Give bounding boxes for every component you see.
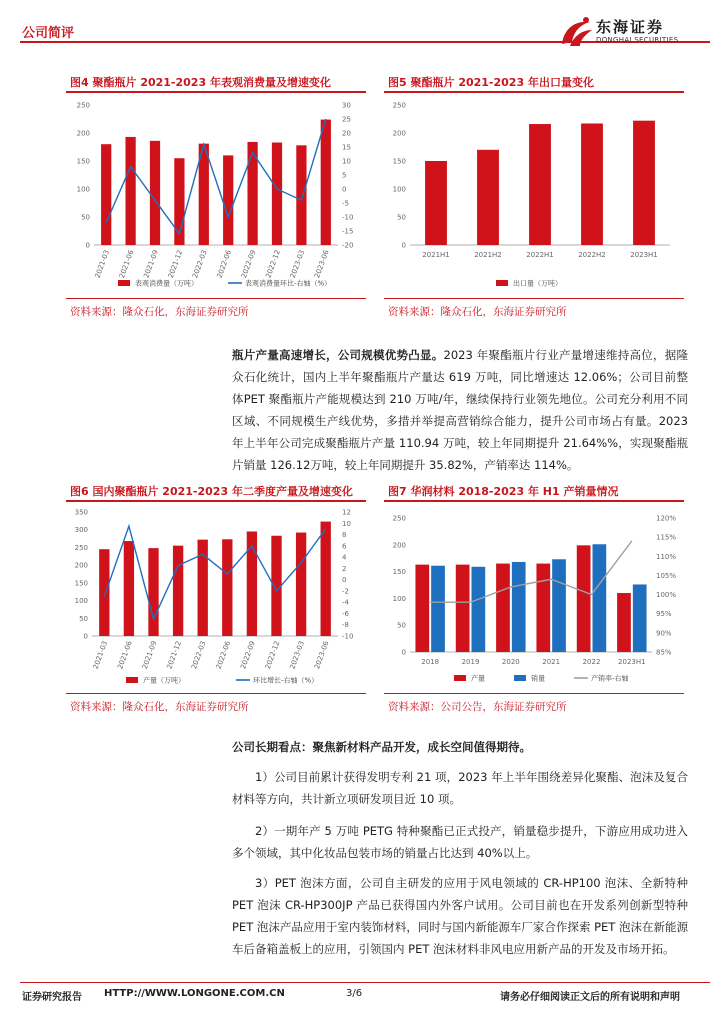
donghai-logo-icon [556, 14, 596, 50]
x-tick-label: 2021H1 [422, 251, 450, 259]
y2-tick-label: -15 [342, 227, 354, 236]
bar [425, 161, 447, 245]
y2-tick-label: -2 [342, 587, 349, 596]
fig7-chart [384, 504, 684, 690]
y2-tick-label: -20 [342, 241, 354, 250]
fig7-title-rule [384, 500, 684, 502]
y-tick-label: 250 [76, 101, 90, 110]
fig7-title: 图7 华润材料 2018-2023 年 H1 产销量情况 [388, 485, 619, 498]
legend-label: 销量 [531, 674, 545, 683]
x-tick-label: 2022-06 [215, 248, 234, 280]
x-tick-label: 2022-06 [214, 639, 233, 671]
bar [477, 150, 499, 245]
legend-swatch [454, 675, 466, 681]
y2-tick-label: 0 [342, 185, 347, 194]
y2-tick-label: 12 [342, 508, 351, 517]
footer-page-number: 3/6 [346, 988, 363, 999]
bar [633, 121, 655, 245]
x-tick-label: 2022-12 [263, 639, 282, 671]
legend-label: 表观消费量环比-右轴（%） [245, 279, 332, 288]
footer-divider [20, 982, 710, 983]
y2-tick-label: 30 [342, 101, 351, 110]
x-tick-label: 2020 [501, 658, 520, 666]
y2-tick-label: 20 [342, 129, 351, 138]
x-tick-label: 2021-06 [117, 248, 136, 280]
y2-tick-label: 85% [656, 648, 672, 657]
y2-tick-label: 8 [342, 531, 347, 540]
y2-tick-label: 15 [342, 143, 351, 152]
x-tick-label: 2022-03 [190, 639, 208, 671]
y-tick-label: 200 [392, 541, 406, 550]
section-title: 公司简评 [22, 26, 75, 41]
y-tick-label: 250 [392, 514, 406, 523]
x-tick-label: 2022-03 [191, 248, 209, 280]
y-tick-label: 0 [83, 632, 88, 641]
y-tick-label: 50 [79, 614, 88, 623]
y-tick-label: 200 [74, 561, 88, 570]
y-tick-label: 100 [76, 185, 90, 194]
legend-swatch [126, 677, 138, 683]
bar [223, 155, 233, 245]
legend-label: 产销率-右轴 [591, 674, 629, 683]
y2-tick-label: 115% [656, 533, 677, 542]
bar [296, 533, 306, 636]
x-tick-label: 2021-12 [165, 639, 183, 671]
footer-disclaimer: 请务必仔细阅读正文后的所有说明和声明 [500, 992, 680, 1003]
x-tick-label: 2023-06 [313, 248, 331, 280]
bar [222, 539, 232, 636]
y2-tick-label: 10 [342, 519, 351, 528]
paragraph-capacity [232, 344, 688, 476]
y-tick-label: 0 [401, 648, 406, 657]
y2-tick-label: 120% [656, 514, 677, 523]
x-tick-label: 2018 [421, 658, 440, 666]
x-tick-label: 2023H1 [630, 251, 658, 259]
paragraph-patents: 1）公司目前累计获得发明专利 21 项，2023 年上半年围绕差异化聚酯、泡沫及复合材料等方向，共计新立项研发项目近 10 项。 [232, 770, 688, 806]
fig7-source-rule [384, 693, 684, 694]
paragraph-petg: 2）一期年产 5 万吨 PETG 特种聚酯已正式投产，销量稳步提升，下游应用成功进入多个领域，其中化妆品包装市场的销量占比达到 40%以上。 [232, 824, 688, 860]
y2-tick-label: -4 [342, 598, 349, 607]
y2-tick-label: 2 [342, 564, 347, 573]
x-tick-label: 2023-03 [288, 248, 307, 280]
y2-tick-label: 110% [656, 552, 677, 561]
logo-text-en: DONGHAI SECURITIES [596, 36, 679, 44]
y2-tick-label: 90% [656, 629, 672, 638]
paragraph-outlook-lead-text: 公司长期看点：聚焦新材料产品开发，成长空间值得期待。 [232, 740, 531, 754]
fig6-source-rule [66, 693, 366, 694]
bar [633, 584, 647, 652]
logo-text-cn: 东海证券 [596, 18, 665, 36]
y2-tick-label: 25 [342, 115, 351, 124]
y2-tick-label: -10 [342, 213, 354, 222]
y2-tick-label: -8 [342, 621, 349, 630]
y-tick-label: 150 [392, 568, 406, 577]
fig4-source-rule [66, 298, 366, 299]
y-tick-label: 200 [392, 129, 406, 138]
y-tick-label: 250 [392, 101, 406, 110]
bar [101, 144, 111, 245]
bar [472, 567, 486, 652]
footer-url[interactable]: HTTP://WWW.LONGONE.COM.CN [104, 988, 285, 999]
fig6-chart [66, 504, 366, 690]
bar [125, 137, 135, 245]
y2-tick-label: 6 [342, 542, 347, 551]
bar [581, 123, 603, 245]
fig4-title: 图4 聚酯瓶片 2021-2023 年表观消费量及增速变化 [70, 76, 331, 89]
fig4-title-rule [66, 91, 366, 93]
legend-label: 产量（万吨） [143, 676, 185, 685]
y-tick-label: 50 [397, 213, 406, 222]
x-tick-label: 2023-03 [288, 639, 306, 671]
fig5-chart [384, 95, 684, 295]
fig5-source: 资料来源：隆众石化，东海证券研究所 [388, 306, 567, 318]
legend-label: 产量 [471, 674, 485, 683]
bar [512, 562, 526, 652]
x-tick-label: 2021-12 [166, 248, 185, 280]
bar [617, 593, 631, 652]
x-tick-label: 2021-09 [140, 639, 159, 671]
x-tick-label: 2022 [582, 658, 601, 666]
y-tick-label: 300 [74, 526, 88, 535]
y-tick-label: 50 [81, 213, 90, 222]
bar [150, 141, 160, 245]
fig6-title: 图6 国内聚酯瓶片 2021-2023 年二季度产量及增速变化 [70, 485, 353, 498]
y-tick-label: 100 [392, 594, 406, 603]
x-tick-label: 2021-03 [93, 248, 112, 280]
x-tick-label: 2022-09 [239, 248, 258, 280]
x-tick-label: 2022-12 [264, 248, 282, 280]
bar [577, 545, 591, 652]
fig5-title: 图5 聚酯瓶片 2021-2023 年出口量变化 [388, 76, 594, 89]
x-tick-label: 2019 [461, 658, 480, 666]
x-tick-label: 2021-03 [91, 639, 110, 671]
x-tick-label: 2021 [542, 658, 561, 666]
paragraph-capacity-text: 2023 年聚酯瓶片行业产量增速维持高位，据隆众石化统计，国内上半年聚酯瓶片产量达 619 万吨，同比增速达 12.06%；公司目前整体PET 聚酯瓶片产能规模达到 210 万吨/年，继续保持行业领先地位。公司充分利用不同区域、不同规模生产线优势，多措并举提高营销综合能力，提升公司市场占有量。2023 年上半年公司完成聚酯瓶片产量 110.94 万吨，较上年同期提升 21.64%%，实现聚酯瓶片销量 126.12万吨，较上年同期提升 35.82%，产销率达 114%。 [232, 348, 689, 472]
legend-label: 出口量（万吨） [513, 279, 562, 288]
y2-tick-label: 100% [656, 591, 677, 600]
y2-tick-label: -10 [342, 632, 354, 641]
y-tick-label: 0 [85, 241, 90, 250]
y2-tick-label: 5 [342, 171, 347, 180]
y2-tick-label: 95% [656, 610, 672, 619]
bar [529, 124, 551, 245]
y-tick-label: 250 [74, 543, 88, 552]
x-tick-label: 2023H1 [618, 658, 646, 666]
y2-tick-label: -6 [342, 609, 349, 618]
legend-swatch [514, 675, 526, 681]
x-tick-label: 2022H2 [578, 251, 606, 259]
bar [272, 143, 282, 245]
bar [148, 548, 158, 636]
y-tick-label: 150 [76, 157, 90, 166]
y-tick-label: 100 [74, 597, 88, 606]
fig6-title-rule [66, 500, 366, 502]
bar [431, 566, 445, 652]
bar [173, 546, 183, 636]
y2-tick-label: 105% [656, 571, 677, 580]
x-tick-label: 2021-06 [116, 639, 134, 671]
bar [415, 565, 429, 652]
y-tick-label: 200 [76, 129, 90, 138]
series-line [106, 119, 326, 234]
legend-label: 环比增长-右轴（%） [253, 676, 319, 685]
bar [552, 559, 566, 652]
legend-swatch [118, 280, 130, 286]
paragraph-outlook-lead [232, 736, 688, 758]
y2-tick-label: -5 [342, 199, 349, 208]
y2-tick-label: 4 [342, 553, 347, 562]
legend-label: 表观消费量（万吨） [135, 279, 198, 288]
fig6-source: 资料来源：隆众石化，东海证券研究所 [70, 701, 249, 713]
y-tick-label: 150 [74, 579, 88, 588]
y-tick-label: 0 [401, 241, 406, 250]
x-tick-label: 2022H1 [526, 251, 554, 259]
fig7-source: 资料来源：公司公告，东海证券研究所 [388, 701, 567, 713]
fig4-source: 资料来源：隆众石化，东海证券研究所 [70, 306, 249, 318]
bar [456, 565, 470, 652]
y-tick-label: 150 [392, 157, 406, 166]
bar [99, 549, 109, 636]
bar [124, 541, 134, 636]
x-tick-label: 2021-09 [142, 248, 160, 280]
paragraph-capacity-lead: 瓶片产量高速增长，公司规模优势凸显。 [232, 348, 444, 362]
y2-tick-label: 0 [342, 576, 347, 585]
legend-swatch [496, 280, 508, 286]
series-line [104, 526, 325, 619]
bar [593, 544, 607, 652]
bar [536, 564, 550, 652]
x-tick-label: 2022-09 [239, 639, 257, 671]
y-tick-label: 350 [74, 508, 88, 517]
fig5-source-rule [384, 298, 684, 299]
y2-tick-label: 10 [342, 157, 351, 166]
x-tick-label: 2021H2 [474, 251, 502, 259]
fig4-chart [66, 95, 366, 295]
paragraph-pet-foam: 3）PET 泡沫方面，公司自主研发的应用于风电领域的 CR-HP100 泡沫、全新特种PET 泡沫 CR-HP300JP 产品已获得国内外客户试用。公司目前也在开发系列创新型特种PET 泡沫产品应用于室内装饰材料，同时与国内新能源车厂家合作探索 PET 泡沫在新能源车后备箱盖板上的应用，引领国内 PET 泡沫材料非风电应用新产品的开发及市场开拓。 [232, 876, 688, 956]
bar [321, 522, 331, 636]
bar [321, 120, 331, 245]
y-tick-label: 100 [392, 185, 406, 194]
footer-report-type: 证券研究报告 [22, 992, 82, 1003]
bar [296, 145, 306, 245]
x-tick-label: 2023-06 [313, 639, 331, 671]
y-tick-label: 50 [397, 621, 406, 630]
bar [496, 564, 510, 652]
fig5-title-rule [384, 91, 684, 93]
